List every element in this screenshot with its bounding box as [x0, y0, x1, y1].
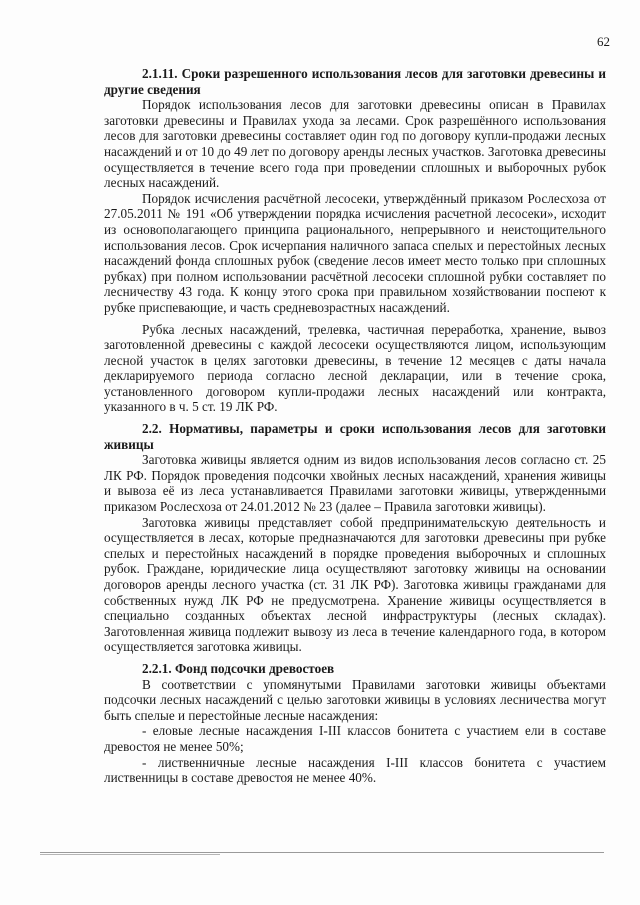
paragraph: В соответствии с упомянутыми Правилами заготовки живицы объектами подсочки лесных насаждений с целью заготовки живицы в условиях лесничества могут быть спелые и перестойные лесные насаждения: — [104, 676, 606, 723]
page-content — [104, 66, 606, 786]
paragraph: Рубка лесных насаждений, трелевка, частичная переработка, хранение, вывоз заготовленной древесины с каждой лесосеки осуществляются лицом, использующим лесной участок в целях заготовки древесины, в течение 12 месяцев с даты начала декларируемого периода согласно лесной декларации, или в течение срока, установленного договором купли-продажи лесных насаждений или контракта, указанного в ч. 5 ст. 19 ЛК РФ. — [104, 321, 606, 415]
list-item: - еловые лесные насаждения I-III классов бонитета с участием ели в составе древостоя не менее 50%; — [104, 723, 606, 754]
list-item: - лиственничные лесные насаждения I-III классов бонитета с участием лиственницы в составе древостоя не менее 40%. — [104, 754, 606, 786]
paragraph: Порядок использования лесов для заготовки древесины описан в Правилах заготовки древесины и Правилах ухода за лесами. Срок разрешённого использования лесов для заготовки древесины составляет один год по договору купли-продажи лесных насаждений и от 10 до 49 лет по договору аренды лесных участков. Заготовка древесины осуществляется в течение всего года при проведении сплошных и выборочных рубок лесных насаждений. — [104, 97, 606, 191]
section-heading-2-2-1: 2.2.1. Фонд подсочки древостоев — [142, 660, 335, 676]
paragraph: Заготовка живицы представляет собой предпринимательскую деятельность и осуществляется в лесах, которые предназначаются для заготовки древесины при рубке спелых и перестойных насаждений в порядке проведения выборочных и сплошных рубок. Граждане, юридические лица осуществляют заготовку живицы на основании договоров аренды лесного участка (ст. 31 ЛК РФ). Заготовка живицы гражданами для собственных нужд ЛК РФ не предусмотрена. Хранение живицы осуществляется в специально созданных объектах лесной инфраструктуры (лесных складах). Заготовленная живица подлежит вывозу из леса в течение календарного года, в котором осуществляется заготовка живицы. — [104, 514, 606, 655]
page-number: 62 — [597, 34, 610, 49]
section-heading-2-2: 2.2. Нормативы, параметры и сроки использования лесов для заготовки живицы — [104, 421, 606, 452]
footer-rule-secondary — [40, 854, 220, 855]
paragraph: Порядок исчисления расчётной лесосеки, утверждённый приказом Рослесхоза от 27.05.2011 № 191 «Об утверждении порядка исчисления расчетной лесосеки», исходит из основополагающего принципа рационального, непрерывного и неистощительного использования лесов. Срок исчерпания наличного запаса спелых и перестойных лесных насаждений фонда сплошных рубок (сведение лесов имеет место только при сплошных рубках) при полном использовании расчётной лесосеки сплошной рубки составляет по лесничеству 43 года. К концу этого срока при правильном хозяйствовании поспеют к рубке приспевающие, и часть средневозрастных насаждений. — [104, 190, 606, 315]
paragraph: Заготовка живицы является одним из видов использования лесов согласно ст. 25 ЛК РФ. Порядок проведения подсочки хвойных лесных насаждений, хранения живицы и вывоза её из леса устанавливается Правилами заготовки живицы, утвержденными приказом Рослесхоза от 24.01.2012 № 23 (далее – Правила заготовки живицы). — [104, 452, 606, 515]
section-heading-2-1-11: 2.1.11. Сроки разрешенного использования лесов для заготовки древесины и другие сведения — [104, 66, 606, 97]
footer-rule — [40, 852, 604, 853]
